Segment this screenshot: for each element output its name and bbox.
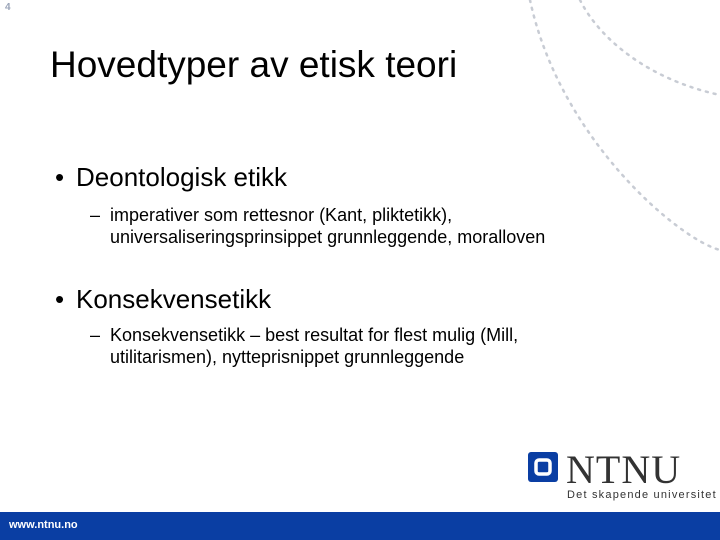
footer-url[interactable]: www.ntnu.no [9, 519, 78, 531]
sub-dash: – [90, 205, 101, 225]
slide-number: 4 [5, 2, 11, 13]
sub-text: imperativer som rettesnor (Kant, pliktetikk), [110, 205, 453, 225]
sub-dash: – [90, 325, 101, 345]
bullet-dot: • [55, 284, 65, 314]
sub-text-line2: universaliseringsprinsippet grunnleggende, moralloven [110, 227, 546, 247]
sub-bullet-konsekvens [90, 324, 518, 368]
bullet-konsekvens [55, 284, 271, 315]
logo-wordmark: NTNU [566, 447, 682, 492]
decorative-arc-large [530, 0, 720, 250]
decorative-arc-small [580, 0, 720, 95]
bullet-deontologisk [55, 162, 287, 193]
bullet-dot: • [55, 162, 65, 192]
bullet-label: Deontologisk etikk [76, 162, 287, 192]
bullet-label: Konsekvensetikk [76, 284, 272, 314]
slide-title: Hovedtyper av etisk teori [50, 44, 458, 85]
sub-text: Konsekvensetikk – best resultat for flest mulig (Mill, [110, 325, 519, 345]
logo-tagline: Det skapende universitet [567, 489, 717, 501]
sub-bullet-deontologisk [90, 204, 545, 248]
ntnu-logo-icon [528, 452, 558, 482]
footer-bar [0, 512, 720, 540]
sub-text-line2: utilitarismen), nytteprisnippet grunnleggende [110, 347, 465, 367]
